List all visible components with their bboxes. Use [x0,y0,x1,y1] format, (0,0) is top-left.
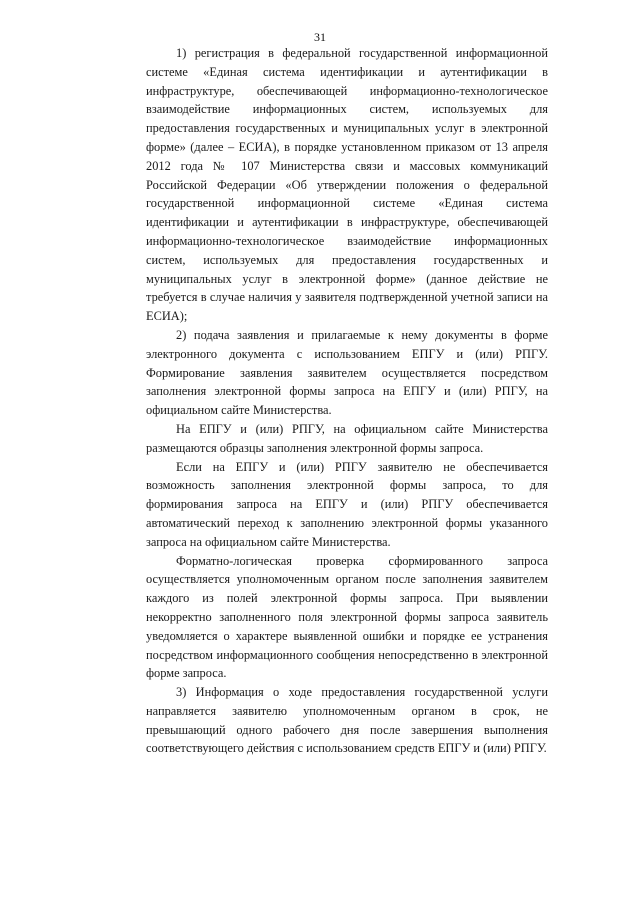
paragraph-automatic-redirect: Если на ЕПГУ и (или) РПГУ заявителю не обеспечивается возможность заполнения электронной формы запроса, то для формирования запроса на ЕПГУ и (или) РПГУ обеспечивается автоматический переход к заполнению электронной формы указанного запроса на официальном сайте Министерства. [146,459,548,549]
paragraph-registration-esia: 1) регистрация в федеральной государственной информационной системе «Единая система идентификации и аутентификации в инфраструктуре, обеспечивающей информационно-технологическое взаимодействие информационных систем, используемых для предоставления государственных и муниципальных услуг в электронной форме» (далее – ЕСИА), в порядке установленном приказом от 13 апреля 2012 года № 107 Министерства связи и массовых коммуникаций Российской Федерации «Об утверждении положения о федеральной государственной информационной системе «Единая система идентификации и аутентификации в инфраструктуре, обеспечивающей информационно-технологическое взаимодействие информационных систем, используемых для предоставления государственных и муниципальных услуг в электронной форме» (данное действие не требуется в случае наличия у заявителя подтвержденной учетной записи на ЕСИА); [146,46,548,324]
paragraph-form-samples: На ЕПГУ и (или) РПГУ, на официальном сайте Министерства размещаются образцы заполнения электронной формы запроса. [146,421,548,455]
paragraph-format-logic-check: Форматно-логическая проверка сформированного запроса осуществляется уполномоченным органом после заполнения заявителем каждого из полей электронной формы запроса. При выявлении некорректно заполненного поля электронной формы запроса заявитель уведомляется о характере выявленной ошибки и порядке ее устранения посредством информационного сообщения непосредственно в электронной форме запроса. [146,553,548,681]
paragraph-progress-information: 3) Информация о ходе предоставления государственной услуги направляется заявителю уполномоченным органом в срок, не превышающий одного рабочего дня после завершения выполнения соответствующего действия с использованием средств ЕПГУ и (или) РПГУ. [146,685,548,756]
paragraph-application-submission: 2) подача заявления и прилагаемые к нему документы в форме электронного документа с использованием ЕПГУ и (или) РПГУ. Формирование заявления заявителем осуществляется посредством заполнения электронной формы запроса на ЕПГУ и (или) РПГУ, на официальном сайте Министерства. [146,327,548,418]
page-number: 31 [314,30,326,44]
document-body [146,44,548,758]
